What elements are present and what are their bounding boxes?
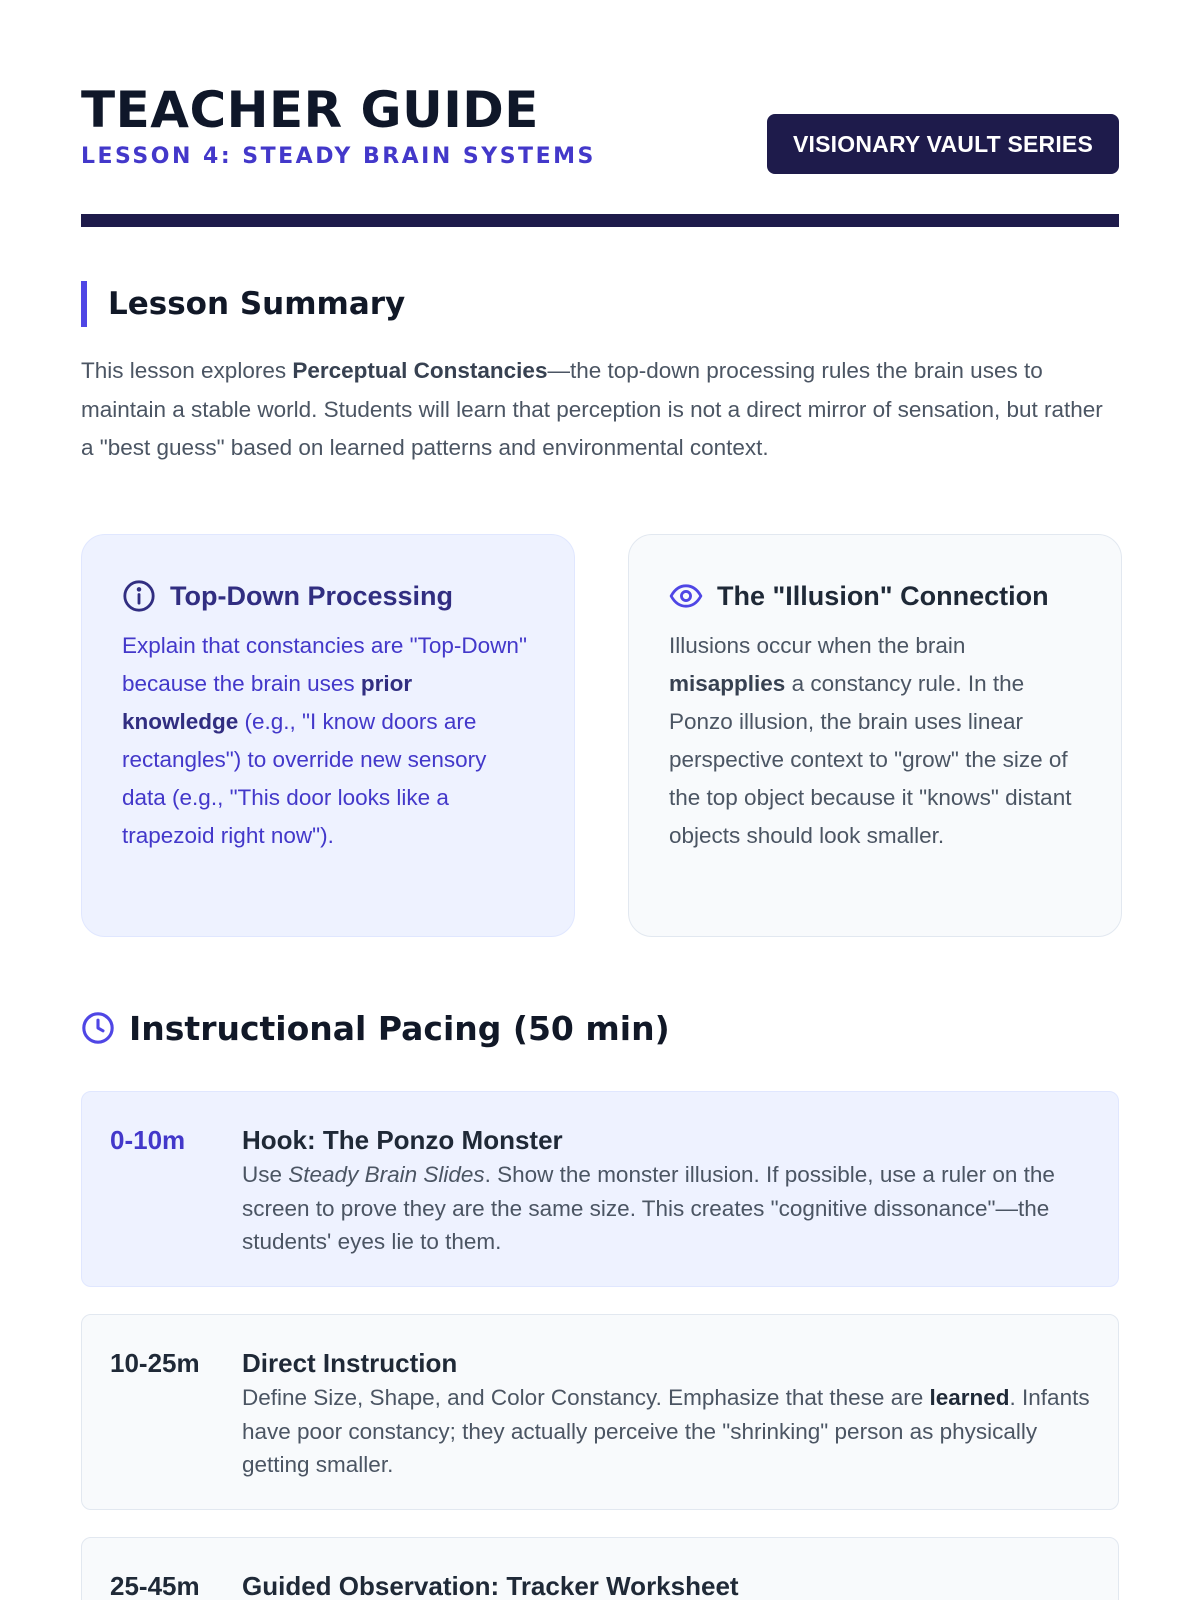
top-down-processing-card <box>81 534 575 937</box>
pacing-content <box>242 1345 1090 1481</box>
pacing-time: 10-25m <box>110 1348 200 1378</box>
lesson-summary-heading <box>81 281 405 327</box>
pacing-content <box>242 1122 1090 1258</box>
illusion-connection-card <box>628 534 1122 937</box>
pacing-desc-1: Define Size, Shape, and Color Constancy. Emphasize that these are <box>242 1385 930 1410</box>
pacing-item-guided-observation <box>81 1537 1119 1600</box>
summary-bold-term: Perceptual Constancies <box>292 358 548 383</box>
illusion-text-1: Illusions occur when the brain <box>669 633 966 658</box>
illusion-text-2: a constancy rule. In the Ponzo illusion, the brain uses linear perspective context to "grow" the size of the top object because it "knows" distant objects should look smaller. <box>669 671 1072 848</box>
pacing-content <box>242 1568 1090 1600</box>
top-down-card-body <box>122 627 534 855</box>
pacing-time: 0-10m <box>110 1125 186 1155</box>
pacing-desc-2: . Show the monster illusion. If possible, use a ruler on the screen to prove they are the same size. This creates "cognitive dissonance"—the students' eyes lie to them. <box>242 1162 1055 1254</box>
top-down-card-title-text: Top-Down Processing <box>170 580 454 611</box>
instructional-pacing-heading <box>81 1005 670 1051</box>
illusion-card-title <box>669 577 1081 615</box>
top-down-text-1: Explain that constancies are "Top-Down" because the brain uses <box>122 633 527 696</box>
pacing-desc-2: . Infants have poor constancy; they actually perceive the "shrinking" person as physically getting smaller. <box>242 1385 1090 1477</box>
pacing-item-hook <box>81 1091 1119 1287</box>
lesson-summary-title: Lesson Summary <box>108 286 406 322</box>
header-divider <box>81 214 1119 227</box>
series-badge: VISIONARY VAULT SERIES <box>767 114 1119 174</box>
illusion-card-title-text: The "Illusion" Connection <box>717 580 1049 611</box>
instructional-pacing-title: Instructional Pacing (50 min) <box>129 1008 670 1048</box>
pacing-title: Hook: The Ponzo Monster <box>242 1125 563 1155</box>
summary-intro: This lesson explores <box>81 358 293 383</box>
lesson-summary-text <box>81 352 1119 468</box>
top-down-bold: prior knowledge <box>122 671 413 734</box>
pacing-description <box>242 1158 1090 1259</box>
eye-icon <box>669 579 703 613</box>
page-header <box>81 76 1119 226</box>
pacing-title: Guided Observation: Tracker Worksheet <box>242 1571 739 1600</box>
lesson-subtitle: LESSON 4: STEADY BRAIN SYSTEMS <box>81 144 596 169</box>
info-circle-icon <box>122 579 156 613</box>
summary-rest: —the top-down processing rules the brain uses to maintain a stable world. Students will learn that perception is not a direct mirror of sensation, but rather a "best guess" based on learned patterns and environmental context. <box>81 358 1103 460</box>
top-down-card-title <box>122 577 534 615</box>
illusion-bold: misapplies <box>669 671 786 696</box>
top-down-text-2: (e.g., "I know doors are rectangles") to override new sensory data (e.g., "This door looks like a trapezoid right now"). <box>122 709 487 848</box>
pacing-title: Direct Instruction <box>242 1348 458 1378</box>
pacing-desc-bold: learned <box>929 1385 1010 1410</box>
clock-icon <box>81 1011 115 1045</box>
pacing-description <box>242 1381 1090 1482</box>
pacing-item-direct-instruction <box>81 1314 1119 1510</box>
page-title: TEACHER GUIDE <box>81 81 539 139</box>
pacing-desc-italic: Steady Brain Slides <box>288 1162 485 1187</box>
pacing-time: 25-45m <box>110 1571 200 1600</box>
pacing-desc-1: Use <box>242 1162 289 1187</box>
illusion-card-body <box>669 627 1081 855</box>
